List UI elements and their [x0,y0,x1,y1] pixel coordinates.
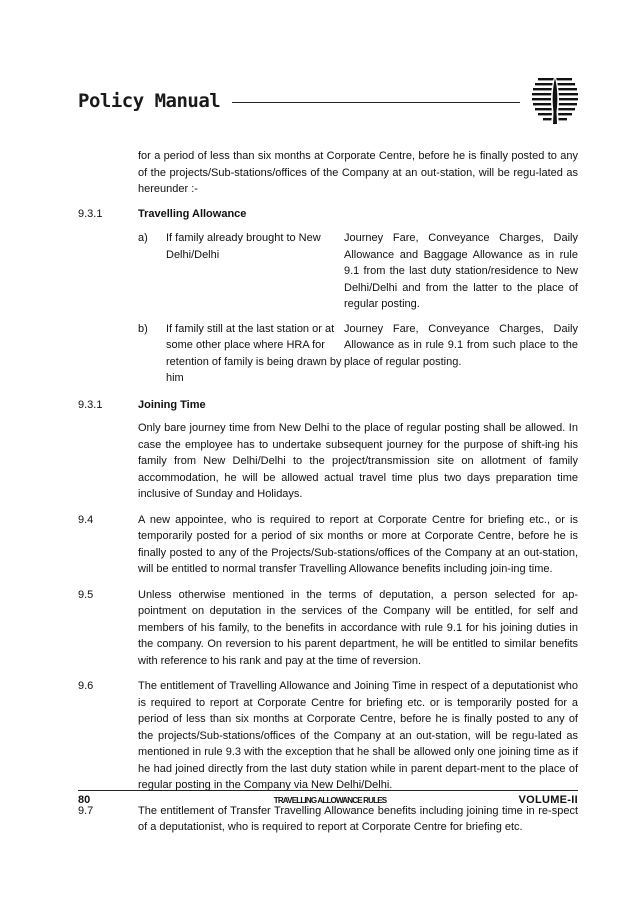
item-condition: If family already brought to New Delhi/Delhi [166,232,321,261]
section-text: Only bare journey time from New Delhi to the place of regular posting shall be allowed. In case the employee has to undertake subsequent journey for the purpose of shift-ing his family from New Delhi/Delhi to the project/transmission site on allotment of family accommodation, he will be allowed actual travel time plus two days preparation time inclusive of Sunday and Holidays. [138,422,578,500]
item-condition: If family still at the last station or at some other place where HRA for retention of family is being drawn by him [166,322,342,384]
section-9-3-1-joining [78,397,578,503]
page-number: 80 [78,794,91,806]
section-number: 9.4 [78,513,94,526]
footer-volume: VOLUME-II [518,794,578,806]
company-logo-icon [530,72,580,128]
list-item [138,230,578,313]
item-label: b) [138,322,148,335]
item-entitlement: Journey Fare, Conveyance Charges, Daily Allowance as in rule 9.1 from such place to the place of regular posting. [344,322,578,368]
section-text: The entitlement of Transfer Travelling Allowance benefits including joining time in re-spect of a deputationist, who is required to report at Corporate Centre for briefing etc. [138,804,578,833]
footer-chapter-title: TRAVELLING ALLOWANCE RULES [273,796,387,805]
section-heading: Joining Time [138,398,206,411]
section-number: 9.7 [78,804,94,817]
section-9-6 [78,678,578,794]
item-label: a) [138,232,148,244]
section-number: 9.5 [78,588,94,601]
section-9-7 [78,803,578,836]
page-content [78,148,578,836]
section-9-5 [78,587,578,670]
item-entitlement: Journey Fare, Conveyance Charges, Daily Allowance and Baggage Allowance as in rule 9.1 from the last duty station/residence to New Delhi/Delhi and from the latter to the place of regular posting. [344,232,578,310]
page-header-title: Policy Manual [78,90,221,112]
section-text: The entitlement of Travelling Allowance and Joining Time in respect of a deputationist who is required to report at Corporate Centre for briefing etc. or is temporarily posted for a period of less than six months at Corporate Centre, before he is finally posted to any of the projects/Sub-stations/offices of the Company at an out-station, will be regu-lated as mentioned in rule 9.3 with the exception that he shall be allowed only one joining time as if he had joined directly from the last duty station while in parent depart-ment to the place of regular posting in the Company via New Delhi/Delhi. [138,680,578,791]
section-number: 9.6 [78,680,94,692]
section-heading: Travelling Allowance [138,207,247,220]
intro-paragraph: for a period of less than six months at Corporate Centre, before he is finally posted to any of the projects/Sub-stations/offices of the Company at an out-station, will be regu-lated as hereunder :- [138,150,578,195]
section-text: A new appointee, who is required to report at Corporate Centre for briefing etc., or is temporarily posted for a period of six months or more at Corporate Centre, before he is finally posted to any of the Projects/Sub-stations/offices of the Company at an out-station, will be entitled to normal transfer Travelling Allowance benefits including join-ing time. [138,513,578,575]
header-rule [232,102,520,103]
section-number: 9.3.1 [78,207,103,220]
list-item [138,321,578,387]
section-number: 9.3.1 [78,398,103,411]
section-text: Unless otherwise mentioned in the terms of deputation, a person selected for ap-pointment on deputation in the services of the Company will be entitled, for self and members of his family, to the benefits in accordance with rule 9.1 for his joining duties in the company. On reversion to his parent department, he will be entitled to similar benefits with reference to his rank and pay at the time of reversion. [138,588,578,667]
section-9-4 [78,512,578,578]
section-9-3-1 [78,206,578,223]
footer-rule [78,790,578,791]
